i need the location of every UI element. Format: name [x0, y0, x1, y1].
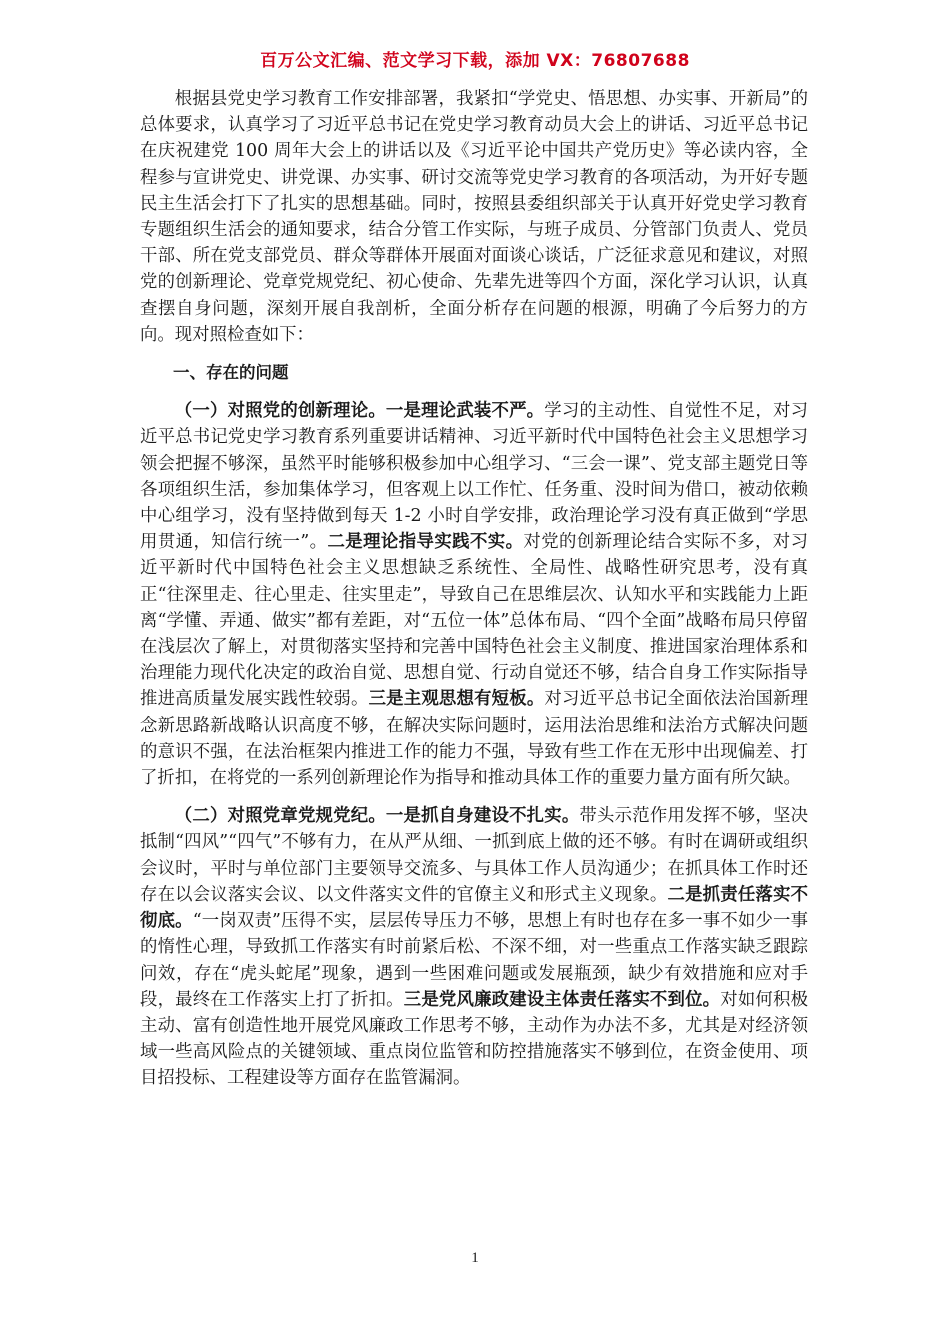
page-number: 1 [471, 1250, 479, 1266]
part-1-point-3-title: 三是主观思想有短板。 [368, 689, 545, 710]
part-1-title: （一）对照党的创新理论。 [174, 401, 386, 422]
section-heading-problems: 一、存在的问题 [173, 363, 289, 383]
part-2-point-3-title: 三是党风廉政建设主体责任落实不到位。 [403, 989, 721, 1010]
part-1-point-2-text: 对党的创新理论结合实际不多，对习近平新时代中国特色社会主义思想缺乏系统性、全局性、战略性研究思考，没有真正“往深里走、往心里走、往实里走”，导致自己在思维层次、认知水平和实践能力上距离“学懂、弄通、做实”都有差距，对“五位一体”总体布局、“四个全面”战略布局只停留在浅层次了解上，对贯彻落实坚持和完善中国特色社会主义制度、推进国家治理体系和治理能力现代化决定的政治自觉、思想自觉、行动自觉还不够，结合自身工作实际指导推进高质量发展实践性较弱。 [140, 532, 808, 710]
part-1-point-1-text: 学习的主动性、自觉性不足，对习近平总书记党史学习教育系列重要讲话精神、习近平新时代中国特色社会主义思想学习领会把握不够深，虽然平时能够积极参加中心组学习、“三会一课”、党支部主题党日等各项组织生活，参加集体学习，但客观上以工作忙、任务重、没时间为借口，被动依赖中心组学习，没有坚持做到每天 1-2 小时自学安排，政治理论学习没有真正做到“学思用贯通，知信行统一”。 [140, 401, 808, 553]
part-2-point-2-title: 二是抓责任落实不彻底。 [140, 884, 808, 932]
part-1-point-2-title: 二是理论指导实践不实。 [327, 532, 524, 553]
part-2-point-1-title: 一是抓自身建设不扎实。 [385, 806, 580, 827]
part-2-point-1-text: 带头示范作用发挥不够，坚决抵制“四风”“四气”不够有力，在从严从细、一抓到底上做的还不够。有时在调研或组织会议时，平时与单位部门主要领导交流多、与具体工作人员沟通少；在抓具体工作时还存在以会议落实会议、以文件落实文件的官僚主义和形式主义现象。 [140, 806, 808, 905]
header-banner: 百万公文汇编、范文学习下载，添加 VX：76807688 [260, 51, 690, 71]
paragraph-party-rules [140, 803, 808, 1091]
document-body [140, 86, 808, 1092]
intro-paragraph: 根据县党史学习教育工作安排部署，我紧扣“学党史、悟思想、办实事、开新局”的总体要求，认真学习了习近平总书记在党史学习教育动员大会上的讲话、习近平总书记在庆祝建党 100 周年大会上的讲话以及《习近平论中国共产党历史》等必读内容，全程参与宣讲党史、讲党课、办实事、研讨交流等党史学习教育的各项活动，为开好专题民主生活会打下了扎实的思想基础。同时，按照县委组织部关于认真开好党史学习教育专题组织生活会的通知要求，结合分管工作实际，与班子成员、分管部门负责人、党员干部、所在党支部党员、群众等群体开展面对面谈心谈话，广泛征求意见和建议，对照党的创新理论、党章党规党纪、初心使命、先辈先进等四个方面，深化学习认识，认真查摆自身问题，深刻开展自我剖析，全面分析存在问题的根源，明确了今后努力的方向。现对照检查如下： [140, 89, 808, 345]
part-1-point-1-title: 一是理论武装不严。 [385, 401, 545, 422]
part-2-title: （二）对照党章党规党纪。 [174, 806, 386, 827]
part-2-point-3-text: 对如何积极主动、富有创造性地开展党风廉政工作思考不够，主动作为办法不多，尤其是对经济领域一些高风险点的关键领域、重点岗位监管和防控措施落实不够到位，在资金使用、项目招投标、工程建设等方面存在监管漏洞。 [140, 989, 808, 1089]
part-2-point-2-text: “一岗双责”压得不实，层层传导压力不够，思想上有时也存在多一事不如少一事的惰性心理，导致抓工作落实有时前紧后松、不深不细，对一些重点工作落实缺乏跟踪问效，存在“虎头蛇尾”现象，遇到一些困难问题或发展瓶颈，缺少有效措施和应对手段，最终在工作落实上打了折扣。 [140, 911, 808, 1010]
paragraph-innovation-theory [140, 398, 808, 791]
part-1-point-3-text: 对习近平总书记全面依法治国新理念新思路新战略认识高度不够，在解决实际问题时，运用法治思维和法治方式解决问题的意识不强，在法治框架内推进工作的能力不强，导致有些工作在无形中出现偏差、打了折扣，在将党的一系列创新理论作为指导和推动具体工作的重要力量方面有所欠缺。 [140, 689, 808, 789]
